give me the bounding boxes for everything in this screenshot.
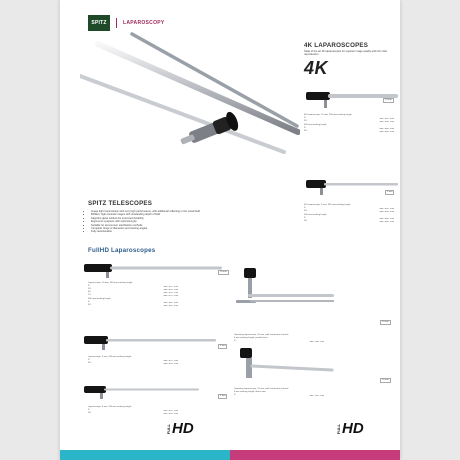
- footer-color-bar: [60, 450, 400, 460]
- fullhd-title: FullHD Laparoscopes: [88, 247, 156, 254]
- catalog-page: [60, 0, 400, 460]
- hd-spec-3: [88, 406, 178, 415]
- 4k-spec-2-row-4: [304, 220, 394, 223]
- angle: 0°: [304, 207, 307, 209]
- 4k-spec-1-row-2: [304, 120, 394, 123]
- logo-text: SPITZ: [91, 20, 107, 26]
- part-number: 008.031.100: [163, 288, 178, 291]
- rod-2: [132, 34, 297, 126]
- hd-spec-3-row: [88, 412, 178, 415]
- angle: 0°: [234, 340, 237, 342]
- telescopes-bullet: • Image light transmission with very high performance, with additional reflecting in the visual field: [91, 210, 231, 213]
- telescopes-bullet: • Complete range of diameters and viewing angles: [91, 227, 231, 230]
- angle: 0°: [88, 285, 91, 287]
- telescopes-bullet: • Sapphire glass window for improved durability: [91, 217, 231, 220]
- angle: 30°: [304, 220, 308, 222]
- hero-instruments-image: [80, 30, 300, 180]
- hd-spec-2-label: Laparoscope, 5 mm, 330 mm working length: [88, 356, 132, 358]
- part-number: 008.011.100: [163, 285, 178, 288]
- full-label-right: FULL: [336, 424, 341, 435]
- hd-spec-1-sub: 450 mm working length: [88, 298, 111, 300]
- angle: 30°: [304, 210, 308, 212]
- part-number: 008.061.100: [163, 304, 178, 307]
- angle: 0°: [88, 409, 91, 411]
- header-separator: [116, 18, 117, 28]
- part-number: 008.041.100: [163, 291, 178, 294]
- hd-scope-image-3: [84, 380, 224, 402]
- 4k-size-badge-2: 5 mm: [387, 191, 393, 193]
- 4k-spec-2-row-2: [304, 210, 394, 213]
- angle: 30°: [304, 120, 308, 122]
- top-right-title: 4K LAPAROSCOPES: [304, 42, 369, 49]
- 4k-spec-1-row-4: [304, 130, 394, 133]
- part-number: 008.060.400: [379, 130, 394, 133]
- angle: 0°: [304, 127, 307, 129]
- angle: 30°: [88, 362, 92, 364]
- angle: 0°: [88, 359, 91, 361]
- angle: 70°: [88, 294, 92, 296]
- part-number: 003.011.100: [163, 409, 178, 412]
- telescopes-bullet: • Fully autoclavable: [91, 230, 231, 233]
- 4k-spec-2-label: 4K Laparoscope, 5 mm, 330 mm working length: [304, 204, 351, 206]
- 4k-spec-1: [304, 114, 394, 133]
- part-number: 005.060.400: [379, 220, 394, 223]
- op-spec-1: [234, 334, 324, 343]
- angle: 45°: [88, 291, 92, 293]
- hd-spec-1: [88, 282, 178, 307]
- hd-scope-image-1: [84, 258, 224, 280]
- telescopes-title: SPITZ TELESCOPES: [88, 200, 153, 207]
- angle: 30°: [88, 412, 92, 414]
- angle: 30°: [304, 130, 308, 132]
- part-number: 008.051.100: [163, 301, 178, 304]
- part-number: 008.010.400: [379, 117, 394, 120]
- hd-badge-right: HD: [342, 420, 364, 437]
- angle: 30°: [88, 288, 92, 290]
- op-spec-1-sub: 6 mm working length, parallel view: [234, 337, 268, 339]
- hd-spec-1-row: [88, 304, 178, 307]
- op-size-badge-1: 10 mm: [382, 321, 389, 323]
- hd-spec-2-row: [88, 362, 178, 365]
- op-spec-2: [234, 388, 324, 397]
- hd-spec-1-row: [88, 294, 178, 297]
- op-spec-2-label: Operating laparoscope, 10 mm, with instrument channel: [234, 388, 289, 390]
- hd-badge-left: HD: [172, 420, 194, 437]
- angle: 0°: [88, 301, 91, 303]
- telescopes-bullet: • Brilliant, high-contrast images with outstanding depth of field: [91, 213, 231, 216]
- 4k-badge: 4K: [304, 58, 329, 78]
- op-spec-2-sub: 6 mm working length, direct view: [234, 391, 266, 393]
- part-number: 003.031.100: [163, 412, 178, 415]
- hd-size-badge-1: 10 mm: [220, 271, 227, 273]
- part-number: 005.011.100: [163, 359, 178, 362]
- part-number: 008.030.400: [379, 120, 394, 123]
- part-number: 008.100.100: [309, 340, 324, 343]
- 4k-size-badge-1: 10 mm: [385, 99, 392, 101]
- op-size-badge-2: 10 mm: [382, 379, 389, 381]
- op-spec-1-row: [234, 340, 324, 343]
- hd-spec-2: [88, 356, 178, 365]
- section-label: LAPAROSCOPY: [123, 20, 165, 26]
- 4k-spec-1-sub: 450 mm working length: [304, 124, 327, 126]
- part-number: 008.050.400: [379, 127, 394, 130]
- telescopes-bullet: • Ergonomic eyepiece with optimized grip: [91, 220, 231, 223]
- page-header: [88, 15, 165, 31]
- part-number: 005.050.400: [379, 217, 394, 220]
- part-number: 008.071.100: [163, 294, 178, 297]
- angle: 0°: [304, 117, 307, 119]
- hd-spec-3-label: Laparoscope, 3 mm, 250 mm working length: [88, 406, 132, 408]
- op-spec-1-label: Operating laparoscope, 10 mm, with instrument channel: [234, 334, 289, 336]
- top-right-desc: State of the art 4K laparoscopes for superior image quality and rich color reproduction.: [304, 50, 388, 57]
- 4k-spec-2-sub: 450 mm working length: [304, 214, 327, 216]
- part-number: 008.101.100: [309, 394, 324, 397]
- part-number: 005.030.400: [379, 210, 394, 213]
- part-number: 005.010.400: [379, 207, 394, 210]
- angle: 0°: [304, 217, 307, 219]
- operating-scope-image-1: [234, 268, 334, 328]
- hd-size-badge-3: 3 mm: [220, 395, 226, 397]
- full-label-left: FULL: [166, 424, 171, 435]
- 4k-spec-2: [304, 204, 394, 223]
- telescopes-bullet-list: [84, 210, 231, 234]
- hd-size-badge-2: 5 mm: [220, 345, 226, 347]
- angle: 30°: [88, 304, 92, 306]
- angle: 0°: [234, 394, 237, 396]
- op-spec-2-row: [234, 394, 324, 397]
- brand-logo: [88, 15, 110, 31]
- telescopes-bullet: • Suitable for all common sterilization methods: [91, 224, 231, 227]
- hd-scope-image-2: [84, 330, 224, 352]
- hd-spec-1-label: Laparoscope, 10 mm, 330 mm working length: [88, 282, 133, 284]
- 4k-spec-1-label: 4K Laparoscope, 10 mm, 330 mm working length: [304, 114, 352, 116]
- part-number: 005.031.100: [163, 362, 178, 365]
